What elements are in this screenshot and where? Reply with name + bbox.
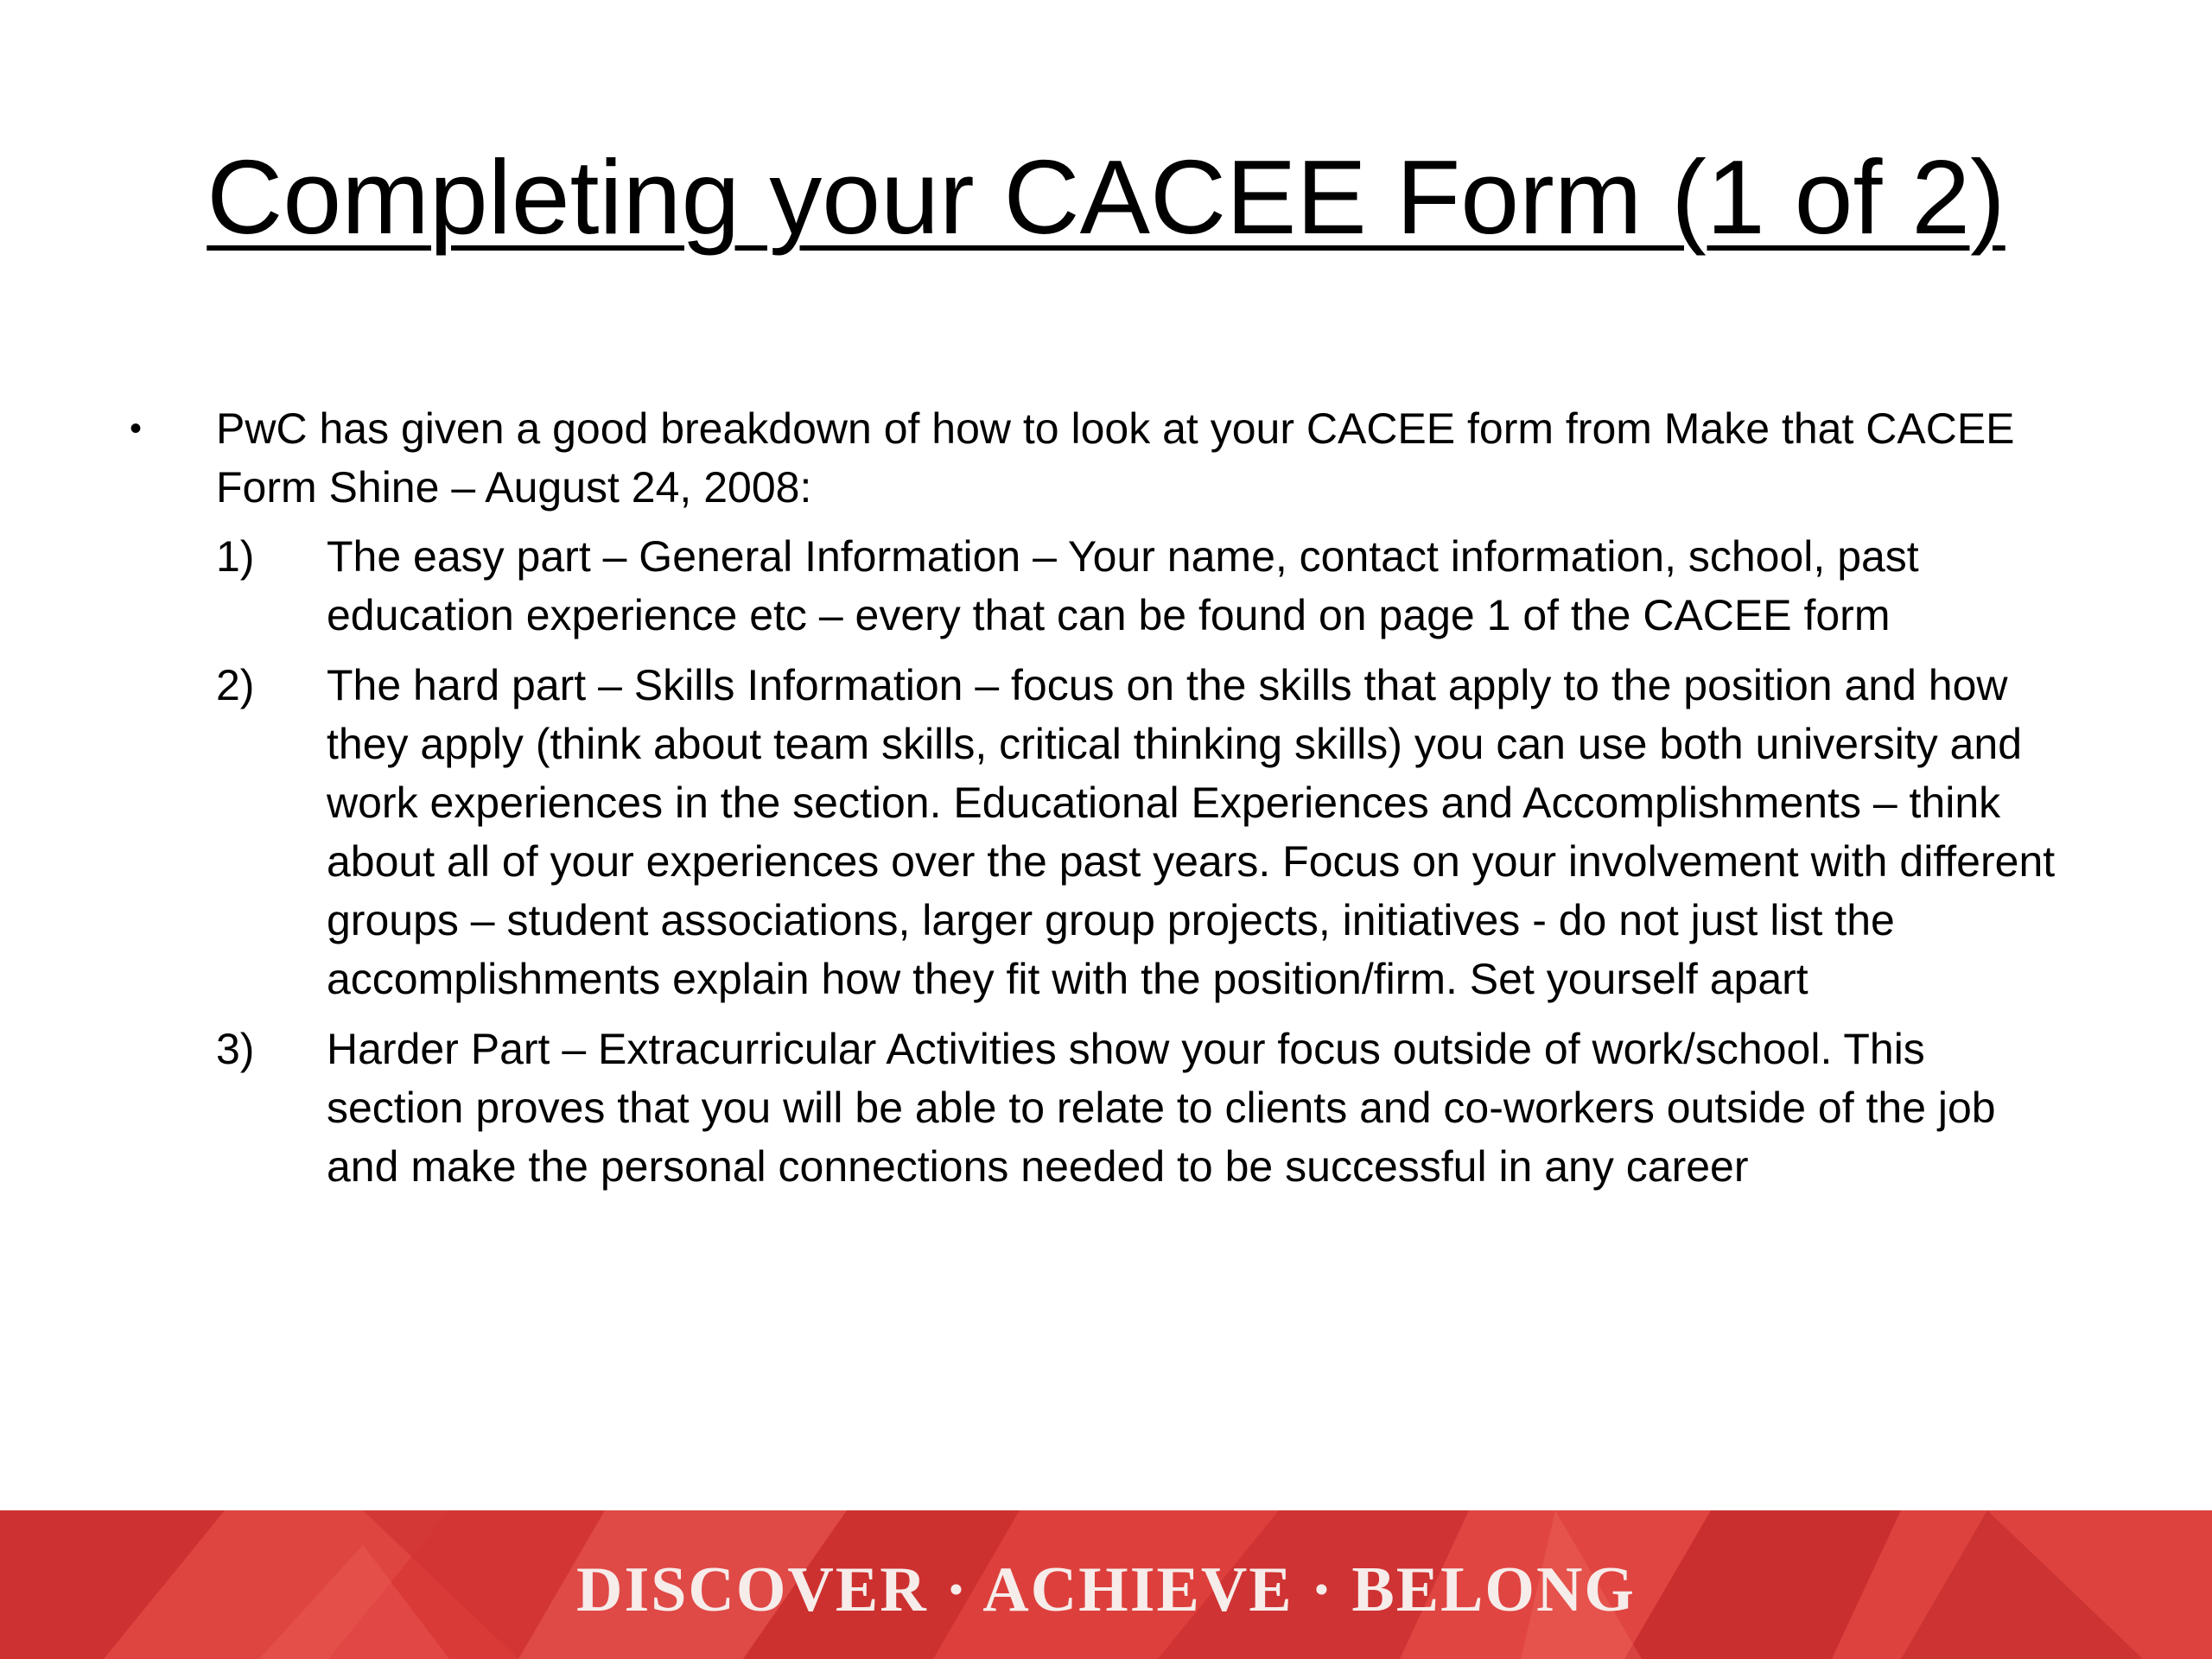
list-item-1 (216, 527, 2065, 645)
numbered-list (130, 527, 2065, 1196)
list-number: 3) (216, 1025, 255, 1073)
bullet-item (130, 399, 2065, 517)
slide-title (0, 137, 2212, 257)
bullet-text: PwC has given a good breakdown of how to look at your CACEE form from Make that CACEE Form Shine – August 24, 2008: (216, 404, 2015, 512)
list-item-text: The hard part – Skills Information – focus on the skills that apply to the position and how they apply (think about team skills, critical thinking skills) you can use both university and work experiences in the section. Educational Experiences and Accomplishments – think about all of your experiences over the past years. Focus on your involvement with different groups – student associations, larger group projects, initiatives - do not just list the accomplishments explain how they fit with the position/firm. Set yourself apart (327, 661, 2056, 1003)
footer-banner (0, 1510, 2212, 1659)
list-number: 2) (216, 661, 255, 709)
list-item-text: The easy part – General Information – Your name, contact information, school, past education experience etc – every that can be found on page 1 of the CACEE form (327, 532, 1919, 639)
list-item-3 (216, 1020, 2065, 1196)
list-number: 1) (216, 532, 255, 581)
slide-body (130, 399, 2065, 1207)
bullet-marker: • (130, 410, 143, 448)
footer-tagline: DISCOVER · ACHIEVE · BELONG (576, 1554, 1636, 1625)
list-item-2 (216, 656, 2065, 1008)
slide-title-text: Completing your CACEE Form (1 of 2) (207, 138, 2005, 256)
list-item-text: Harder Part – Extracurricular Activities show your focus outside of work/school. This section proves that you will be able to relate to clients and co-workers outside of the job and make the personal connections needed to be successful in any career (327, 1025, 1996, 1191)
